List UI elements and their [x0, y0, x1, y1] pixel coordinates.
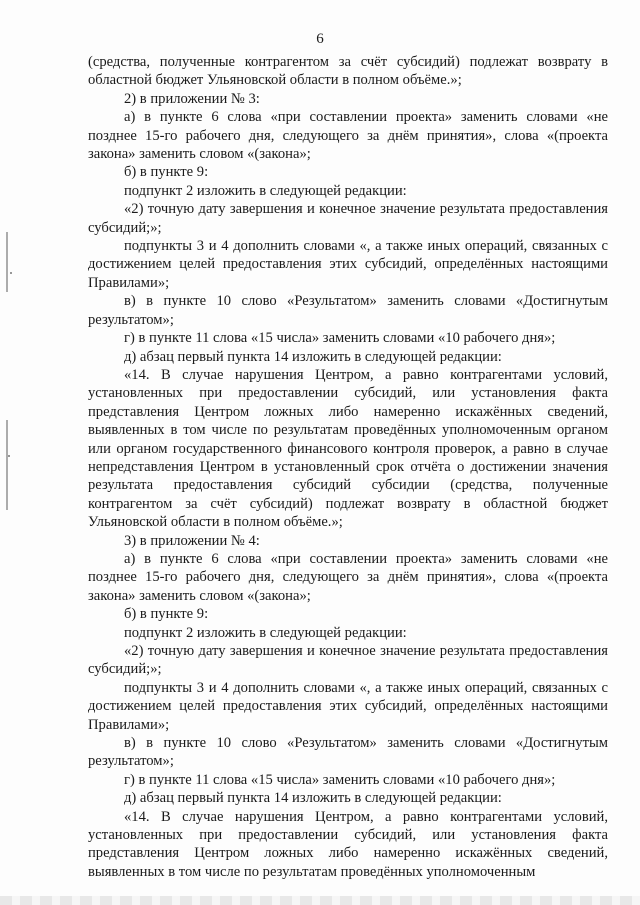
- paragraph: г) в пункте 11 слова «15 числа» заменить словами «10 рабочего дня»;: [124, 771, 556, 788]
- paragraph: д) абзац первый пункта 14 изложить в следующей редакции:: [124, 348, 502, 365]
- paragraph: а) в пункте 6 слова «при составлении проекта» заменить словами «не позднее 15-го рабочего дня, следующего за днём принятия», слова «(проекта закона» заменить словом «(закона»;: [88, 550, 608, 604]
- paragraph: подпункт 2 изложить в следующей редакции:: [124, 182, 407, 199]
- paragraph: г) в пункте 11 слова «15 числа» заменить словами «10 рабочего дня»;: [124, 330, 556, 347]
- scan-artifact-left-lower: [6, 420, 8, 510]
- paragraph: «2) точную дату завершения и конечное значение результата предоставления субсидий;»;: [88, 643, 608, 678]
- scan-speck: [10, 272, 12, 274]
- scan-bottom-edge: [0, 896, 640, 905]
- paragraph: подпункт 2 изложить в следующей редакции:: [124, 624, 407, 641]
- paragraph: подпункты 3 и 4 дополнить словами «, а также иных операций, связанных с достижением целей предоставления этих субсидий, определённых настоящими Правилами»;: [88, 679, 608, 733]
- scan-artifact-left: [6, 232, 8, 292]
- paragraph: «2) точную дату завершения и конечное значение результата предоставления субсидий;»;: [88, 201, 608, 236]
- paragraph: б) в пункте 9:: [124, 164, 209, 181]
- paragraph: «14. В случае нарушения Центром, а равно контрагентами условий, установленных при предоставлении субсидий, или установления факта представления Центром ложных либо намеренно искажённых сведений, выявленных в том числе по результатам проведённых уполномоченным: [88, 808, 608, 880]
- paragraph: д) абзац первый пункта 14 изложить в следующей редакции:: [124, 790, 502, 807]
- scan-speck: [8, 455, 10, 457]
- page-number: 6: [316, 31, 324, 47]
- paragraph: в) в пункте 10 слово «Результатом» заменить словами «Достигнутым результатом»;: [88, 293, 608, 328]
- paragraph: 3) в приложении № 4:: [124, 532, 260, 549]
- paragraph: 2) в приложении № 3:: [124, 90, 260, 107]
- paragraph: в) в пункте 10 слово «Результатом» заменить словами «Достигнутым результатом»;: [88, 735, 608, 770]
- paragraph: подпункты 3 и 4 дополнить словами «, а также иных операций, связанных с достижением целей предоставления этих субсидий, определённых настоящими Правилами»;: [88, 238, 608, 291]
- paragraph: (средства, полученные контрагентом за счёт субсидий) подлежат возврату в областной бюджет Ульяновской области в полном объёме.»;: [88, 54, 608, 89]
- paragraph: а) в пункте 6 слова «при составлении проекта» заменить словами «не позднее 15-го рабочего дня, следующего за днём принятия», слова «(проекта закона» заменить словом «(закона»;: [88, 109, 608, 163]
- paragraph: б) в пункте 9:: [124, 606, 209, 623]
- document-body: [88, 53, 608, 881]
- paragraph: «14. В случае нарушения Центром, а равно контрагентами условий, установленных при предоставлении субсидий, или установления факта представления Центром ложных либо намеренно искажённых сведений, выявленных в том числе по результатам проведённых уполномоченным органом или органом государственного финансового контроля проверок, а равно в случае непредставления Центром в установленный срок отчёта о достижении значения результата предоставления субсидий субсидии (средства, полученные контрагентом за счёт субсидий) подлежат возврату в областной бюджет Ульяновской области в полном объёме.»;: [88, 366, 608, 531]
